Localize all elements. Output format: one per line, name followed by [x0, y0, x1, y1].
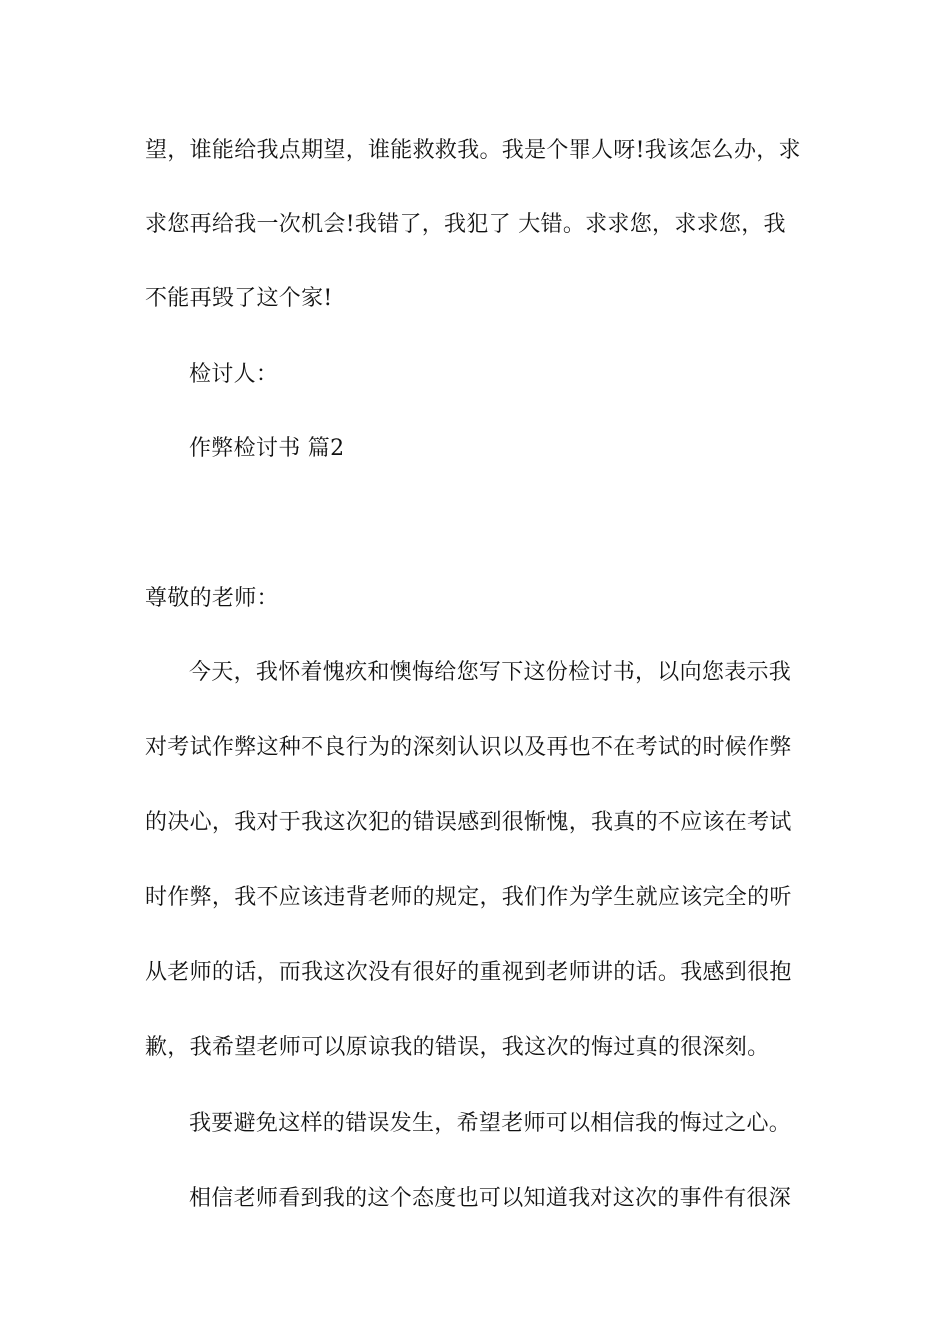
body-text-line: 今天，我怀着愧疚和懊悔给您写下这份检讨书，以向您表示我	[189, 660, 792, 685]
body-text-line: 时作弊，我不应该违背老师的规定，我们作为学生就应该完全的听	[145, 885, 792, 910]
body-text-line: 对考试作弊这种不良行为的深刻认识以及再也不在考试的时候作弊	[145, 735, 792, 760]
body-text-line: 从老师的话，而我这次没有很好的重视到老师讲的话。我感到很抱	[145, 960, 792, 985]
body-text-line: 相信老师看到我的这个态度也可以知道我对这次的事件有很深	[189, 1186, 792, 1211]
body-text-line: 我要避免这样的错误发生，希望老师可以相信我的悔过之心。	[189, 1111, 792, 1136]
section-heading: 作弊检讨书 篇2	[189, 436, 345, 461]
body-text-line: 望，谁能给我点期望，谁能救救我。我是个罪人呀!我该怎么办，求	[145, 138, 801, 163]
signature-label: 检讨人：	[189, 362, 279, 387]
body-text-line: 求您再给我一次机会!我错了，我犯了 大错。求求您，求求您，我	[145, 212, 786, 237]
body-text-line: 不能再毁了这个家!	[145, 286, 333, 311]
salutation: 尊敬的老师：	[145, 586, 279, 611]
body-text-line: 的决心，我对于我这次犯的错误感到很惭愧，我真的不应该在考试	[145, 810, 792, 835]
body-text-line: 歉，我希望老师可以原谅我的错误，我这次的悔过真的很深刻。	[145, 1035, 770, 1060]
